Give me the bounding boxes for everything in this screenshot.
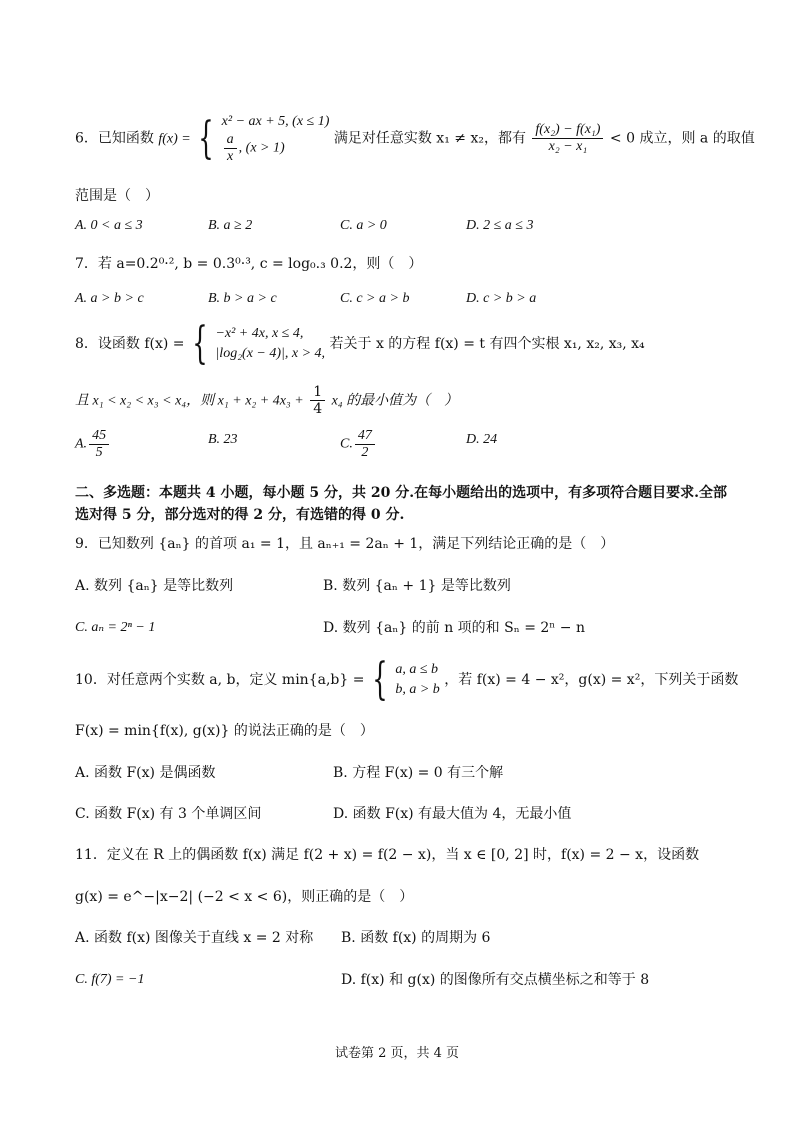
q6-line2: 范围是（ ） — [75, 188, 159, 204]
q8-option-a: A. $\frac{45}{5}$ — [75, 428, 111, 461]
q8-quarter-frac: $\frac{1}{4}$ — [310, 384, 325, 417]
q6-option-d: D. 2 ≤ a ≤ 3 — [466, 218, 534, 233]
q6-piecewise — [222, 112, 330, 165]
q6-case2-frac: $\frac{a}{x}$ — [224, 132, 237, 165]
q6-case1: x² − ax + 5, (x ≤ 1) — [221, 114, 330, 129]
q6-option-c: C. a > 0 — [340, 218, 387, 233]
q10-tail: ，若 f(x) = 4 − x²，g(x) = x²，下列关于函数 — [444, 672, 739, 688]
q10-option-c: C. 函数 F(x) 有 3 个单调区间 — [75, 806, 262, 822]
q11-option-d: D. f(x) 和 g(x) 的图像所有交点横坐标之和等于 8 — [341, 972, 650, 988]
q6-option-a: A. 0 < a ≤ 3 — [75, 218, 143, 233]
q9-option-a: A. 数列 {aₙ} 是等比数列 — [75, 578, 234, 594]
q8-case2: |log₂(x − 4)|, x > 4, — [215, 346, 326, 361]
q8-option-c: C. $\frac{47}{2}$ — [340, 428, 377, 461]
q10-stem — [75, 654, 739, 705]
q10-option-b: B. 方程 F(x) = 0 有三个解 — [333, 765, 504, 781]
q6-mid: 满足对任意实数 x₁ ≠ x₂，都有 — [333, 130, 526, 147]
q6-option-b: B. a ≥ 2 — [208, 218, 253, 233]
q8-brace: { — [192, 318, 208, 369]
q6-lead: 6．已知函数 — [75, 130, 154, 147]
q8-case1: −x² + 4x, x ≤ 4, — [215, 326, 304, 341]
q8-option-b: B. 23 — [208, 432, 238, 447]
q6-case2: $\frac{a}{x}$ , (x > 1) — [222, 132, 330, 165]
q8-piecewise — [215, 324, 325, 364]
q8-lead: 8．设函数 f(x) = — [75, 336, 185, 352]
q9-stem: 9．已知数列 {aₙ} 的首项 a₁ = 1，且 aₙ₊₁ = 2aₙ + 1，满足下列结论正确的是（ ） — [75, 536, 615, 552]
q11-line2: g(x) = e^−|x−2| (−2 < x < 6)，则正确的是（ ） — [75, 889, 414, 905]
q6-fraction: $\frac{\text{f(x₂) − f(x₁)}}{\text{x₂ − x₁}}$ — [532, 122, 603, 155]
q8-line2-a: 且 x₁ < x₂ < x₃ < x₄，则 x₁ + x₂ + 4x₃ + — [75, 393, 304, 409]
q6-fx: f(x) = — [158, 131, 191, 147]
q6-brace: { — [198, 112, 214, 164]
page-footer: 试卷第 2 页，共 4 页 — [334, 1046, 460, 1061]
q10-line2: F(x) = min{f(x), g(x)} 的说法正确的是（ ） — [75, 723, 374, 739]
q7-option-a: A. a > b > c — [75, 291, 144, 306]
q7-option-d: D. c > b > a — [466, 291, 537, 306]
q6-tail: < 0 成立，则 a 的取值 — [609, 130, 755, 147]
q10-case1: a, a ≤ b — [395, 662, 439, 677]
section2-line1: 二、多选题：本题共 4 小题，每小题 5 分，共 20 分.在每小题给出的选项中，有多项符合题目要求.全部 — [75, 485, 727, 501]
section2-line2: 选对得 5 分，部分选对的得 2 分，有选错的得 0 分. — [75, 507, 405, 523]
q10-option-d: D. 函数 F(x) 有最大值为 4，无最小值 — [333, 806, 572, 822]
q9-option-b: B. 数列 {aₙ + 1} 是等比数列 — [323, 578, 511, 594]
q8-line2-b: x₄ 的最小值为（ ） — [331, 393, 459, 409]
q11-option-c: C. f(7) = −1 — [75, 972, 145, 987]
q9-option-d: D. 数列 {aₙ} 的前 n 项的和 Sₙ = 2ⁿ − n — [323, 620, 586, 636]
q10-option-a: A. 函数 F(x) 是偶函数 — [75, 765, 216, 781]
q10-lead: 10．对任意两个实数 a, b，定义 min{a,b} = — [75, 672, 365, 688]
q8-line2 — [75, 384, 458, 417]
q7-option-c: C. c > a > b — [340, 291, 410, 306]
q11-option-a: A. 函数 f(x) 图像关于直线 x = 2 对称 — [75, 930, 314, 946]
q10-piecewise — [395, 660, 439, 700]
q8-option-d: D. 24 — [466, 432, 498, 447]
q10-case2: b, a > b — [395, 682, 440, 697]
q6-stem — [75, 112, 755, 165]
q7-stem: 7．若 a=0.2⁰·², b = 0.3⁰·³, c = log₀.₃ 0.2，则（ ） — [75, 256, 423, 272]
q10-brace: { — [372, 654, 388, 705]
q11-stem: 11．定义在 R 上的偶函数 f(x) 满足 f(2 + x) = f(2 − x)，当 x ∈ [0, 2] 时，f(x) = 2 − x，设函数 — [75, 847, 700, 863]
q8-tail: 若关于 x 的方程 f(x) = t 有四个实根 x₁, x₂, x₃, x₄ — [329, 336, 645, 352]
q7-option-b: B. b > a > c — [208, 291, 277, 306]
q8-stem — [75, 318, 645, 369]
q11-option-b: B. 函数 f(x) 的周期为 6 — [341, 930, 491, 946]
q9-option-c: C. aₙ = 2ⁿ − 1 — [75, 620, 156, 635]
